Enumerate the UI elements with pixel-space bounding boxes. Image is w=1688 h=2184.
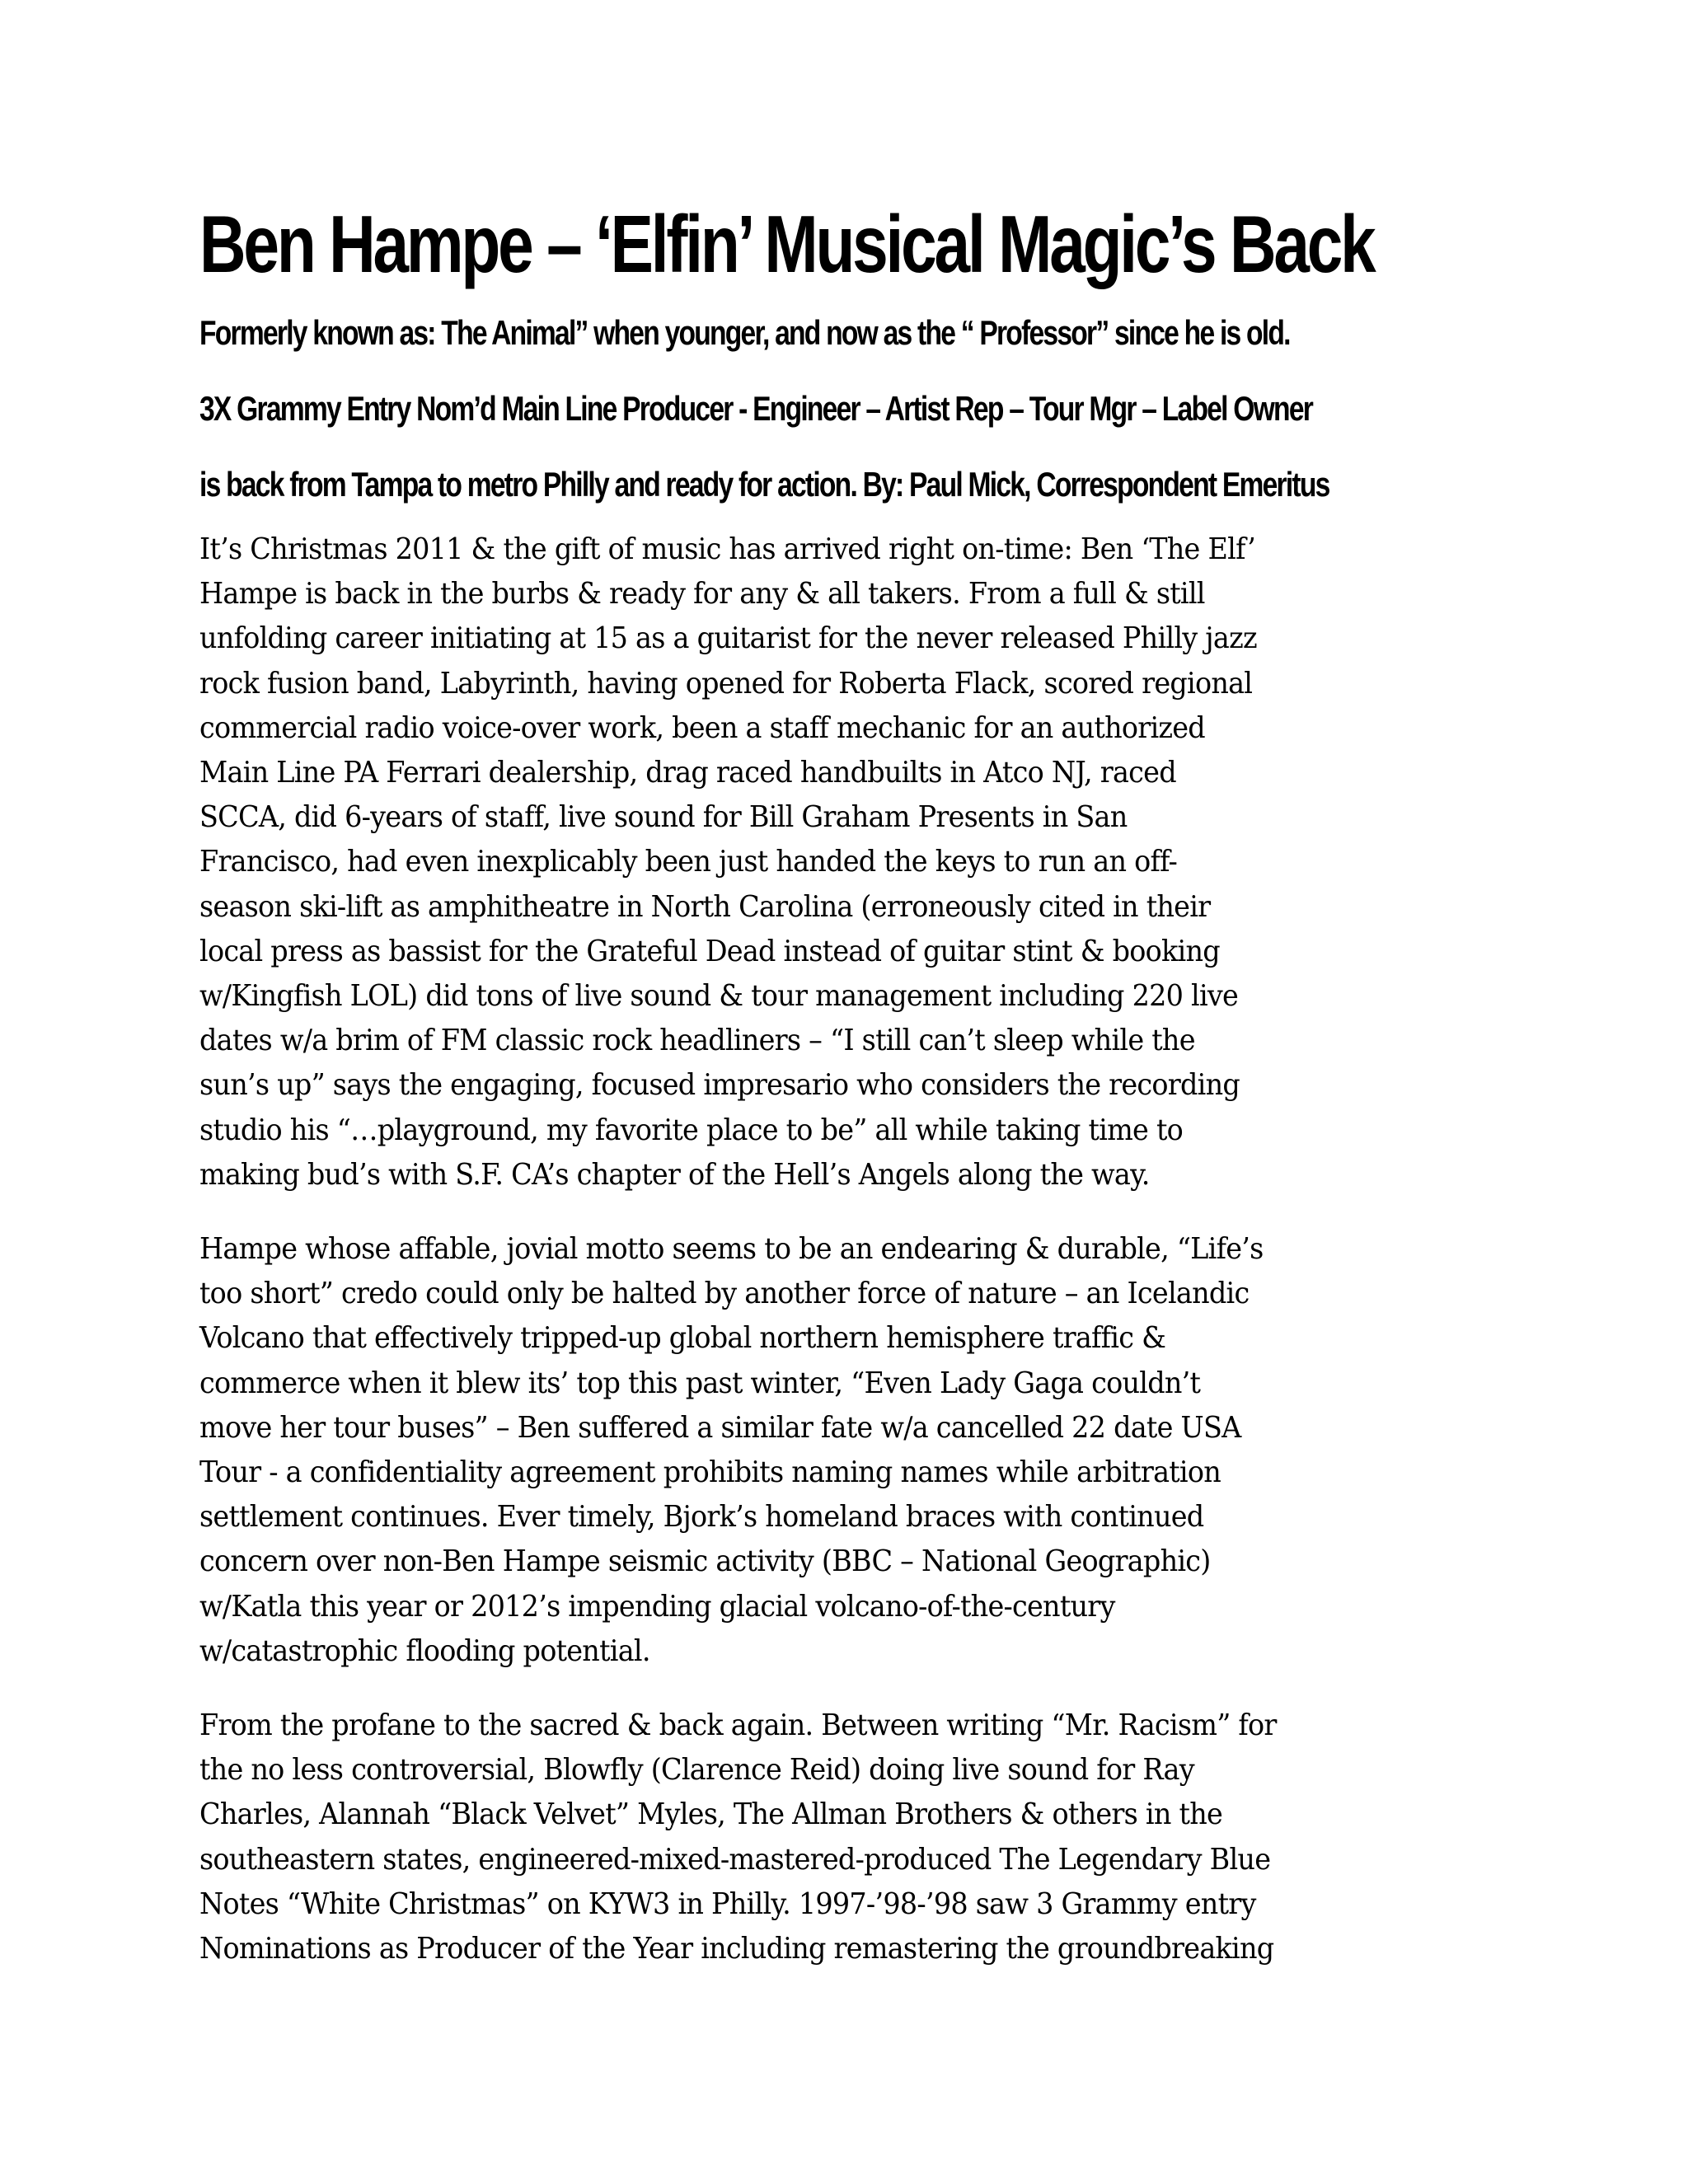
subhead-byline: is back from Tampa to metro Philly and ready for action. By: Paul Mick, Correspondent Emeritus [199, 465, 1329, 504]
paragraph-christmas: It’s Christmas 2011 & the gift of music has arrived right on-time: Ben ‘The Elf’ Hampe is back in the burbs & ready for any & all takers. From a full & still unfolding career initiating at 15 as a guitarist for the never released Philly jazz rock fusion band, Labyrinth, having opened for Roberta Flack, scored regional commercial radio voice-over work, been a staff mechanic for an authorized Main Line PA Ferrari dealership, drag raced handbuilts in Atco NJ, raced SCCA, did 6-years of staff, live sound for Bill Graham Presents in San Francisco, had even inexplicably been just handed the keys to run an off- season ski-lift as amphitheatre in North Carolina (erroneously cited in their local press as bassist for the Grateful Dead instead of guitar stint & booking w/Kingfish LOL) did tons of live sound & tour management including 220 live dates w/a brim of FM classic rock headliners – “I still can’t sleep while the sun’s up” says the engaging, focused impresario who considers the recording studio his “…playground, my favorite place to be” all while taking time to making bud’s with S.F. CA’s chapter of the Hell’s Angels along the way. [199, 532, 1257, 1192]
article-title: Ben Hampe – ‘Elfin’ Musical Magic’s Back [199, 199, 1374, 289]
paragraph-profane-sacred: From the profane to the sacred & back again. Between writing “Mr. Racism” for the no less controversial, Blowfly (Clarence Reid) doing live sound for Ray Charles, Alannah “Black Velvet” Myles, The Allman Brothers & others in the southeastern states, engineered-mixed-mastered-produced The Legendary Blue Notes “White Christmas” on KYW3 in Philly. 1997-’98-’98 saw 3 Grammy entry Nominations as Producer of the Year including remastering the groundbreaking [199, 1708, 1277, 1966]
subhead-formerly-known: Formerly known as: The Animal” when younger, and now as the “ Professor” since he is old. [199, 313, 1290, 352]
subhead-credentials: 3X Grammy Entry Nom’d Main Line Producer - Engineer – Artist Rep – Tour Mgr – Label Owner [199, 389, 1313, 428]
article [199, 194, 1502, 2001]
paragraph-volcano: Hampe whose affable, jovial motto seems to be an endearing & durable, “Life’s too short” credo could only be halted by another force of nature – an Icelandic Volcano that effectively tripped-up global northern hemisphere traffic & commerce when it blew its’ top this past winter, “Even Lady Gaga couldn’t move her tour buses” – Ben suffered a similar fate w/a cancelled 22 date USA Tour - a confidentiality agreement prohibits naming names while arbitration settlement continues. Ever timely, Bjork’s homeland braces with continued concern over non-Ben Hampe seismic activity (BBC – National Geographic) w/Katla this year or 2012’s impending glacial volcano-of-the-century w/catastrophic flooding potential. [199, 1232, 1264, 1668]
